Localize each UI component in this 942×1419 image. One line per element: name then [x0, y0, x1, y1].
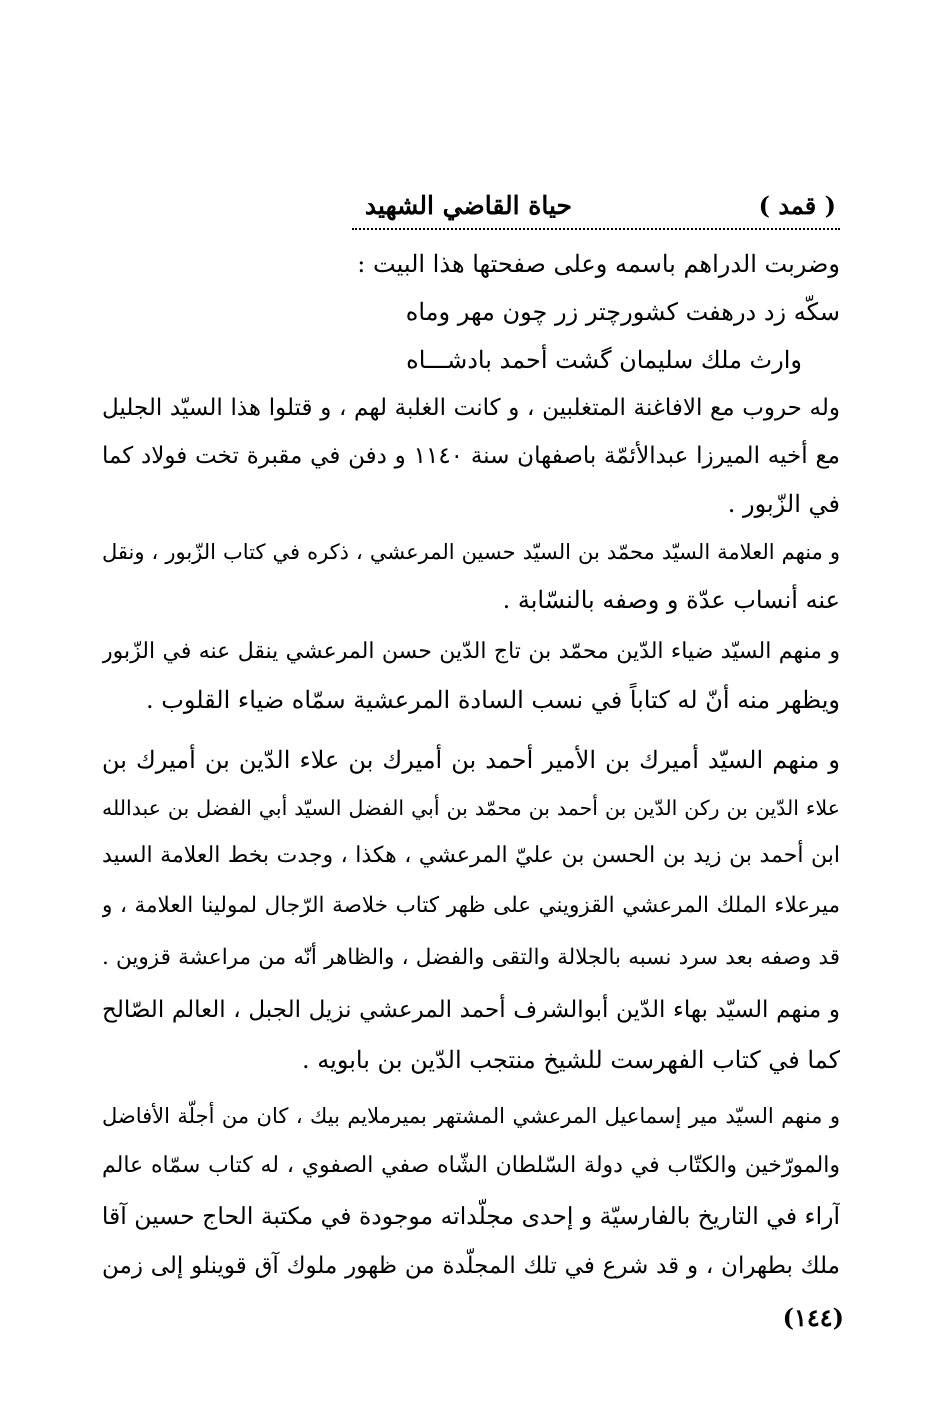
text-line: و منهم السيّد ضياء الدّين محمّد بن تاج الدّين حسن المرعشي ينقل عنه في الزّبور [102, 639, 840, 664]
text-line: كما في كتاب الفهرست للشيخ منتجب الدّين بن بابويه . [302, 1046, 840, 1074]
text-line: وضربت الدراهم باسمه وعلى صفحتها هذا البيت : [357, 250, 840, 278]
text-line: قد وصفه بعد سرد نسبه بالجلالة والتقى والفضل ، والظاهر أنّه من مراعشة قزوين . [102, 945, 840, 970]
text-line: ملك بطهران ، و قد شرع في تلك المجلّدة من ظهور ملوك آق قوينلو إلى زمن [102, 1253, 840, 1279]
text-line: و منهم السيّد أميرك بن الأمير أحمد بن أميرك بن علاء الدّين بن أميرك بن [102, 746, 840, 774]
text-line: ابن أحمد بن زيد بن الحسن بن عليّ المرعشي ، هكذا ، وجدت بخط العلامة السيد [102, 843, 840, 868]
text-line: علاء الدّين بن ركن الدّين بن أحمد بن محمّد بن أبي الفضل السيّد أبي الفضل بن عبدالله [102, 796, 840, 820]
text-line: و منهم العلامة السيّد محمّد بن السيّد حسين المرعشي ، ذكره في كتاب الزّبور ، ونقل [102, 540, 840, 564]
verse-line-2: وارث ملك سليمان گشت أحمد بادشـــاه [406, 346, 802, 374]
header-dotted-rule [352, 228, 840, 230]
text-line: ويظهر منه أنّ له كتاباً في نسب السادة المرعشية سمّاه ضياء القلوب . [145, 686, 840, 714]
text-line: و منهم السيّد بهاء الدّين أبوالشرف أحمد المرعشي نزيل الجبل ، العالم الصّالح [102, 997, 840, 1023]
text-line: عنه أنساب عدّة و وصفه بالنسّابة . [502, 586, 840, 614]
text-line: مع أخيه الميرزا عبدالأئمّة باصفهان سنة ١١٤٠ و دفن في مقبرة تخت فولاد كما [102, 443, 840, 469]
text-line: وله حروب مع الافاغنة المتغلبين ، و كانت الغلبة لهم ، و قتلوا هذا السيّد الجليل [102, 395, 840, 421]
page-number: (١٤٤) [782, 1303, 844, 1332]
running-title: حياة القاضي الشهيد [364, 191, 572, 220]
text-line: ميرعلاء الملك المرعشي القزويني على ظهر كتاب خلاصة الرّجال لمولينا العلامة ، و [102, 893, 840, 918]
text-line: في الزّبور . [727, 490, 840, 518]
running-header [100, 186, 842, 226]
verse-line-1: سكّه زد درهفت كشورچتر زر چون مهر وماه [405, 298, 840, 326]
text-line: و منهم السيّد مير إسماعيل المرعشي المشتهر بميرملايم بيك ، كان من أجلّة الأفاضل [102, 1104, 840, 1128]
text-line: والمورّخين والكتّاب في دولة السّلطان الشّاه صفي الصفوي ، له كتاب سمّاه عالم [102, 1153, 840, 1178]
page-signature: ( قمد ) [758, 191, 836, 220]
text-line: آراء في التاريخ بالفارسيّة و إحدى مجلّداته موجودة في مكتبة الحاج حسين آقا [102, 1202, 840, 1230]
